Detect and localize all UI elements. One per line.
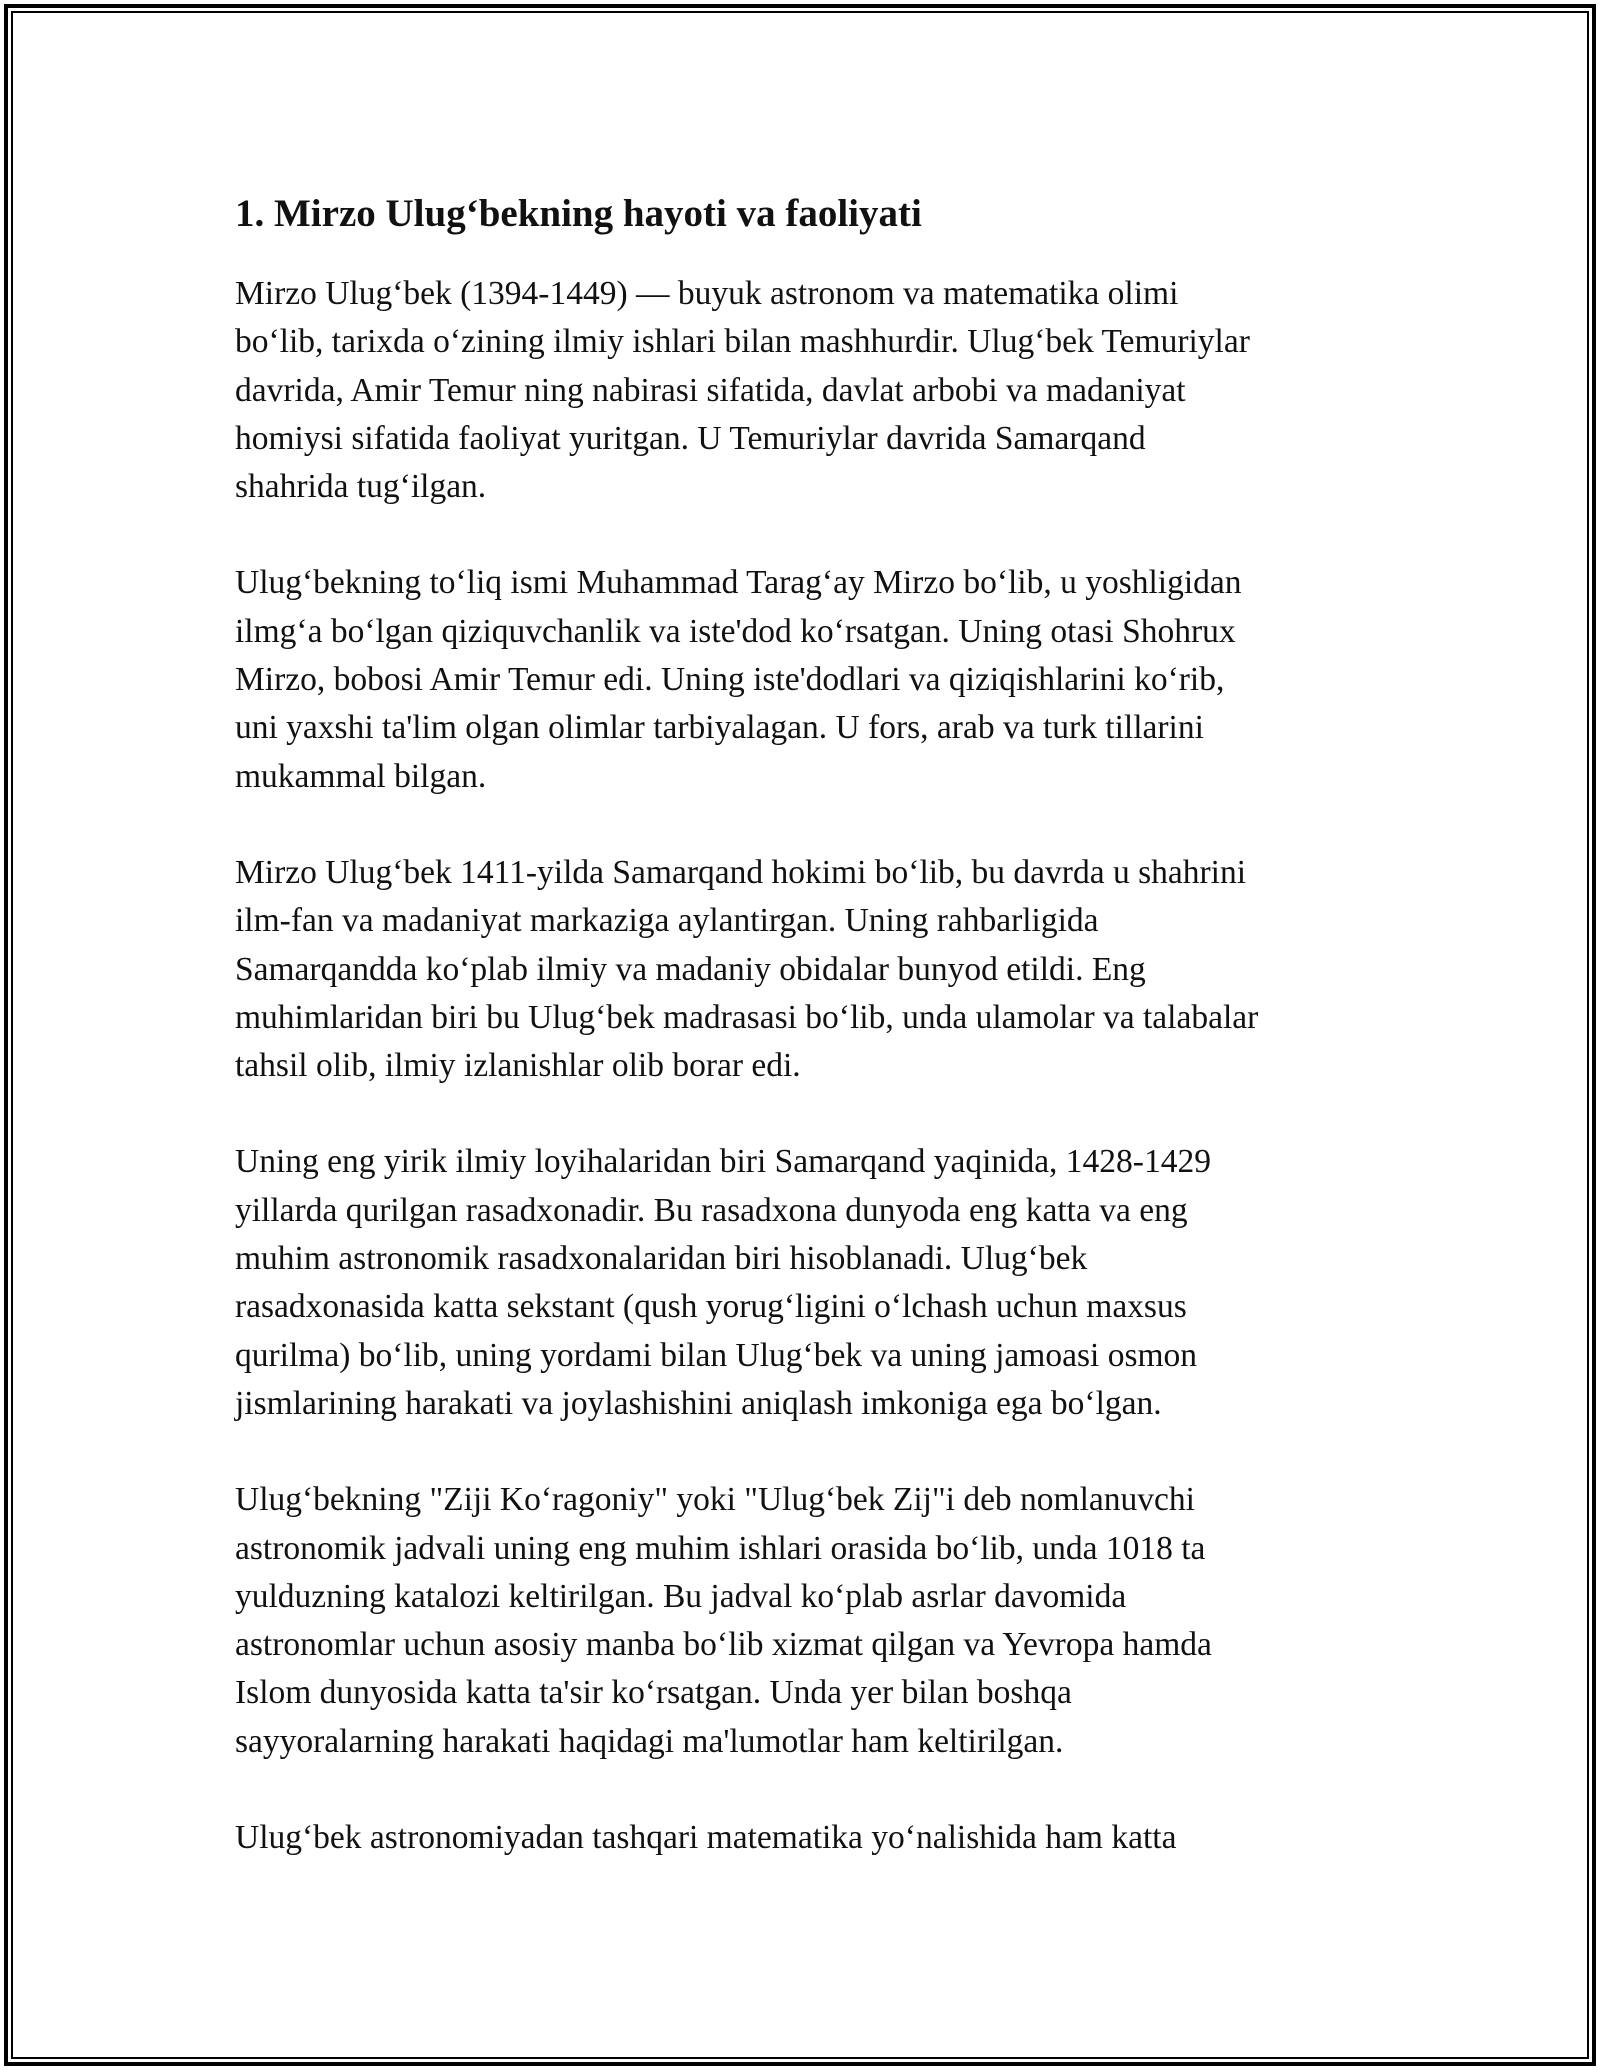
section-heading: 1. Mirzo Ulug‘bekning hayoti va faoliyati [235, 192, 922, 235]
paragraph-3: Mirzo Ulug‘bek 1411-yilda Samarqand hokimi bo‘lib, bu davrda u shahrini ilm-fan va madaniyat markaziga aylantirgan. Uning rahbarligida Samarqandda ko‘plab ilmiy va madaniy obidalar bunyod etildi. Eng muhimlaridan biri bu Ulug‘bek madrasasi bo‘lib, unda ulamolar va talabalar tahsil olib, ilmiy izlanishlar olib borar edi. [235, 853, 1259, 1085]
paragraph-5: Ulug‘bekning "Ziji Ko‘ragoniy" yoki "Ulug‘bek Zij"i deb nomlanuvchi astronomik jadvali uning eng muhim ishlari orasida bo‘lib, unda 1018 ta yulduzning katalozi keltirilgan. Bu jadval ko‘plab asrlar davomida astronomlar uchun asosiy manba bo‘lib xizmat qilgan va Yevropa hamda Islom dunyosida katta ta'sir ko‘rsatgan. Unda yer bilan boshqa sayyoralarning harakati haqidagi ma'lumotlar ham keltirilgan. [235, 1481, 1212, 1760]
paragraph-1: Mirzo Ulug‘bek (1394-1449) — buyuk astronom va matematika olimi bo‘lib, tarixda o‘zining ilmiy ishlari bilan mashhurdir. Ulug‘bek Temuriylar davrida, Amir Temur ning nabirasi sifatida, davlat arbobi va madaniyat homiysi sifatida faoliyat yuritgan. U Temuriylar davrida Samarqand shahrida tug‘ilgan. [235, 275, 1250, 506]
document-body [235, 186, 1370, 1910]
paragraph-4: Uning eng yirik ilmiy loyihalaridan biri Samarqand yaqinida, 1428-1429 yillarda qurilgan rasadxonadir. Bu rasadxona dunyoda eng katta va eng muhim astronomik rasadxonalaridan biri hisoblanadi. Ulug‘bek rasadxonasida katta sekstant (qush yorug‘ligini o‘lchash uchun maxsus qurilma) bo‘lib, uning yordami bilan Ulug‘bek va uning jamoasi osmon jismlarining harakati va joylashishini aniqlash imkoniga ega bo‘lgan. [235, 1143, 1211, 1422]
paragraph-2: Ulug‘bekning to‘liq ismi Muhammad Tarag‘ay Mirzo bo‘lib, u yoshligidan ilmg‘a bo‘lgan qiziquvchanlik va iste'dod ko‘rsatgan. Uning otasi Shohrux Mirzo, bobosi Amir Temur edi. Uning iste'dodlari va qiziqishlarini ko‘rib, uni yaxshi ta'lim olgan olimlar tarbiyalagan. U fors, arab va turk tillarini mukammal bilgan. [235, 564, 1242, 795]
paragraph-6: Ulug‘bek astronomiyadan tashqari matematika yo‘nalishida ham katta [235, 1819, 1177, 1857]
